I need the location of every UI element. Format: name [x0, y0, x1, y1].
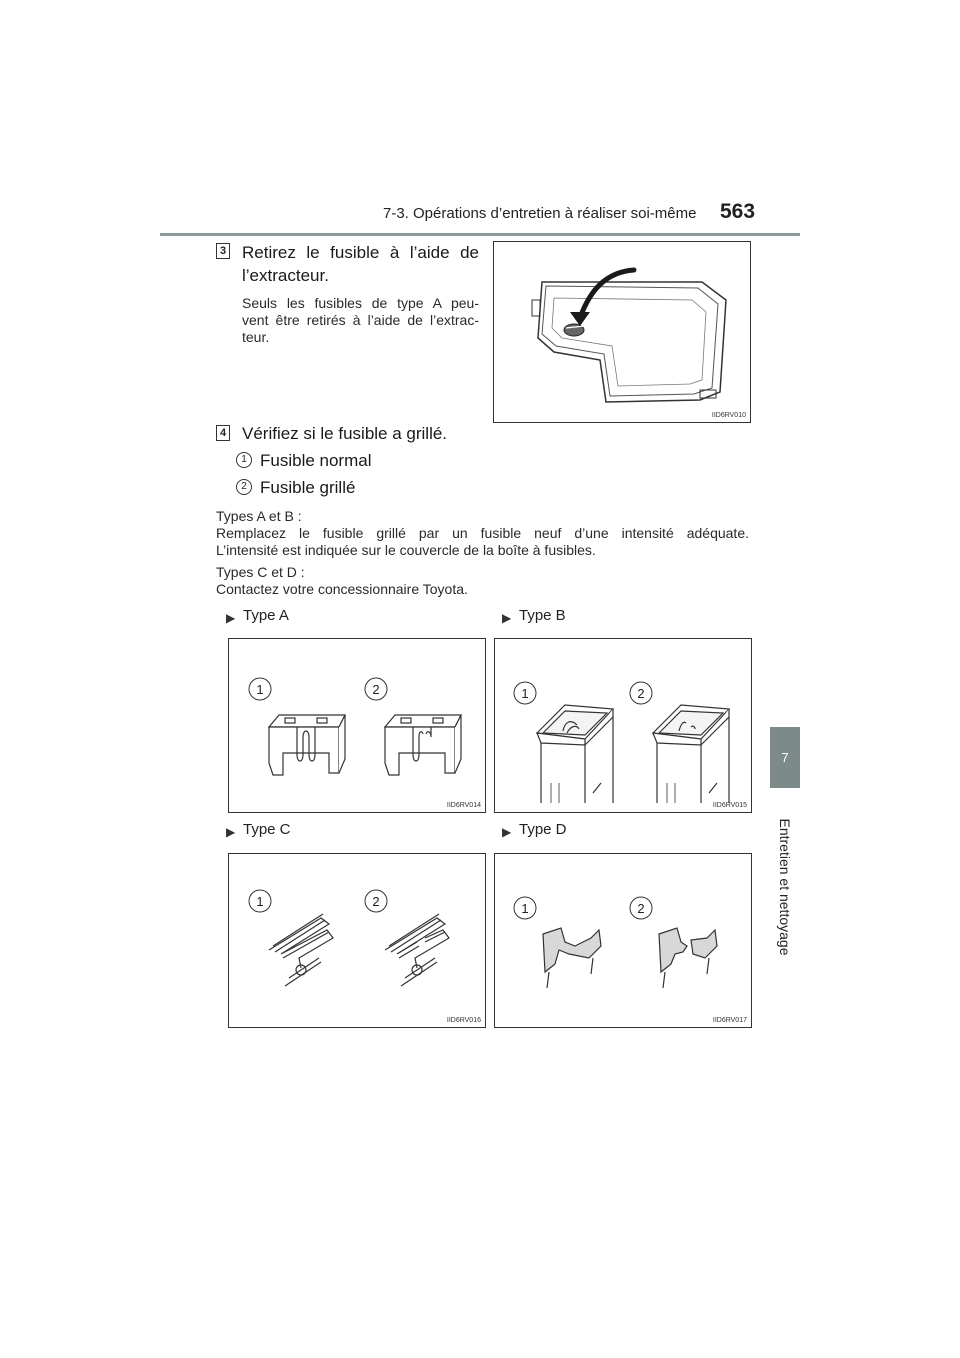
type-c-label: Type C [243, 821, 291, 838]
step-number-3: 3 [216, 243, 230, 259]
type-b-illustration [495, 639, 751, 812]
note-cd-title: Types C et D : [216, 564, 305, 580]
step3-note-line1: Seuls les fusibles de type A peu- [242, 295, 479, 311]
figure-type-b [494, 638, 752, 813]
step4-text: Vérifiez si le fusible a grillé. [242, 424, 448, 443]
figure-fuse-box [493, 241, 751, 423]
figure-code: IID6RV016 [446, 1017, 481, 1024]
item-number-2: 2 [236, 479, 252, 495]
callout-2: 2 [372, 682, 380, 697]
callout-1: 1 [256, 682, 264, 697]
type-a-label: Type A [243, 607, 289, 624]
step3-note-line2: vent être retirés à l’aide de l’extrac- [242, 312, 479, 328]
note-ab-line2: L’intensité est indiquée sur le couvercle de la boîte à fusibles. [216, 542, 596, 558]
type-d-illustration [495, 854, 751, 1027]
figure-type-a [228, 638, 486, 813]
type-d-label: Type D [519, 821, 567, 838]
callout-1: 1 [521, 686, 529, 701]
arrow-right-icon: ▶ [226, 611, 236, 625]
callout-1: 1 [256, 894, 264, 909]
figure-code: IID6RV017 [712, 1017, 747, 1024]
type-a-illustration [229, 639, 485, 812]
figure-code: IID6RV015 [712, 802, 747, 809]
section-title: 7-3. Opérations d’entretien à réaliser soi-même [383, 205, 697, 222]
callout-2: 2 [372, 894, 380, 909]
page-number: 563 [720, 200, 756, 223]
figure-code: IID6RV014 [446, 802, 481, 809]
figure-type-d [494, 853, 752, 1028]
step3-note-line3: teur. [242, 329, 270, 345]
step-number-4: 4 [216, 425, 230, 441]
figure-code: IID6RV010 [711, 412, 746, 419]
type-b-label: Type B [519, 607, 566, 624]
callout-2: 2 [637, 901, 645, 916]
header-rule [160, 233, 800, 236]
chapter-title: Entretien et nettoyage [777, 818, 793, 956]
arrow-right-icon: ▶ [502, 611, 512, 625]
note-cd-line1: Contactez votre concessionnaire Toyota. [216, 581, 468, 597]
fuse-box-illustration [494, 242, 750, 422]
chapter-tab: 7 [770, 727, 800, 788]
figure-type-c [228, 853, 486, 1028]
callout-2: 2 [637, 686, 645, 701]
callout-1: 1 [521, 901, 529, 916]
item-label-blown-fuse: Fusible grillé [260, 478, 356, 497]
arrow-right-icon: ▶ [226, 825, 236, 839]
step3-text-line2: l’extracteur. [242, 266, 329, 285]
step3-text-line1: Retirez le fusible à l’aide de [242, 243, 479, 262]
arrow-right-icon: ▶ [502, 825, 512, 839]
note-ab-title: Types A et B : [216, 508, 302, 524]
note-ab-line1: Remplacez le fusible grillé par un fusible neuf d’une intensité adéquate. [216, 525, 749, 541]
item-number-1: 1 [236, 452, 252, 468]
type-c-illustration [229, 854, 485, 1027]
item-label-normal-fuse: Fusible normal [260, 451, 372, 470]
